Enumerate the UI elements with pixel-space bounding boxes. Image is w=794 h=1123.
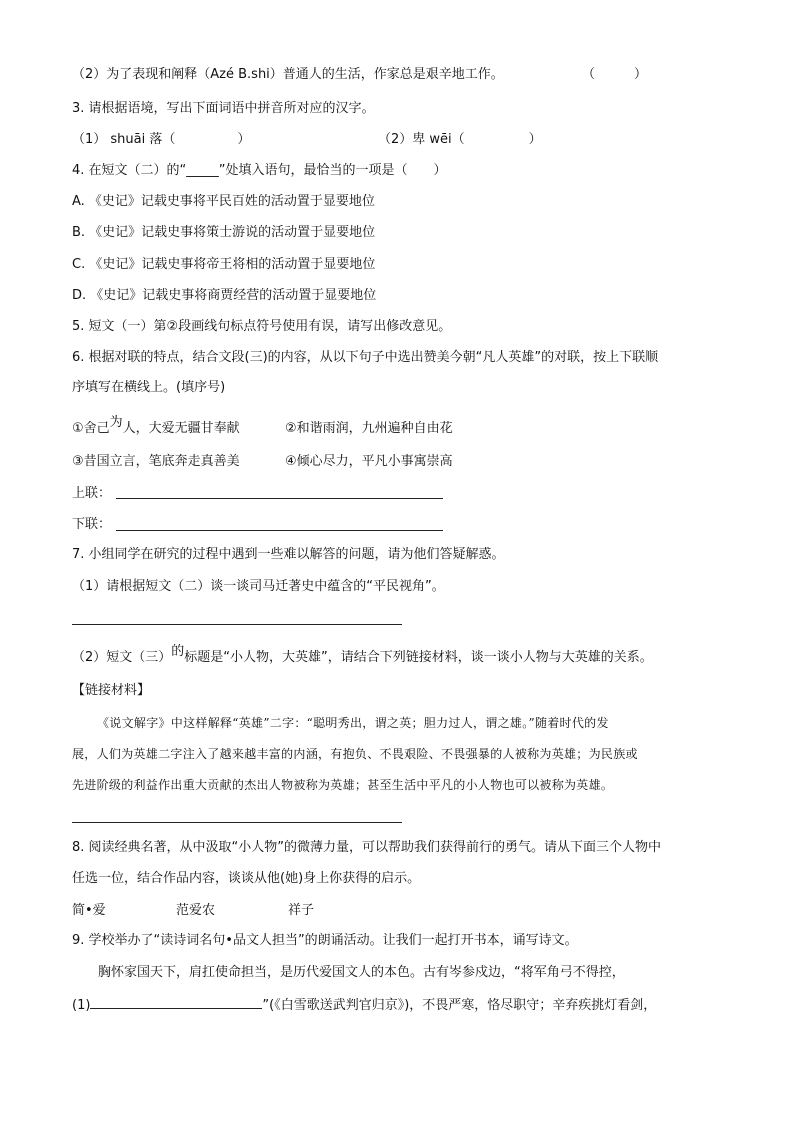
q9-blank1-answer-line[interactable] xyxy=(90,996,262,1009)
q7-link-line3: 先进阶级的利益作出重大贡献的杰出人物被称为英雄；甚至生活中平凡的小人物也可以被称为英雄。 xyxy=(72,778,614,792)
q9-para1: 胸怀家国天下，肩扛使命担当，是历代爱国文人的本色。古有岑参戍边，“将军角弓不得控， xyxy=(98,965,625,980)
q6-choice-1-raised-char: 为 xyxy=(109,415,123,430)
q7-link-line1: 《说文解字》中这样解释“英雄”二字：“聪明秀出，谓之英；胆力过人，谓之雄。”随着时代的发 xyxy=(97,716,609,730)
q6-stem-line2: 序填写在横线上。(填序号) xyxy=(72,380,226,395)
q3-item2 xyxy=(378,131,542,149)
q9-stem: 9. 学校举办了“读诗词名句•品文人担当”的朗诵活动。让我们一起打开书本，诵写诗文。 xyxy=(72,933,578,948)
q7-sub2-part1: （2）短文（三） xyxy=(72,650,172,665)
q2-item2-answer-paren[interactable]: （ ） xyxy=(582,67,648,82)
q9-para2-text: ”(《白雪歌送武判官归京》)，不畏严寒，恪尽职守；辛弃疾挑灯看剑， xyxy=(262,998,657,1013)
q6-choice-1-part1: ①舍己 xyxy=(72,421,110,436)
q6-upper-answer-line[interactable] xyxy=(116,498,443,499)
q3-item1-prefix: （1） shuāi 落（ xyxy=(72,132,176,147)
q6-choice-1-part2: 人，大爱无疆甘奉献 xyxy=(122,421,240,436)
q8-stem-line1: 8. 阅读经典名著，从中汲取“小人物”的微薄力量，可以帮助我们获得前行的勇气。请从下面三个人物中 xyxy=(72,840,662,855)
q3-item2-suffix: ） xyxy=(528,132,542,147)
q4-stem-prefix: 4. 在短文（二）的“ xyxy=(72,163,187,178)
q4-option-d[interactable]: D. 《史记》记载史事将商贾经营的活动置于显要地位 xyxy=(72,288,377,303)
q9-blank1-number: (1) xyxy=(72,998,91,1013)
q6-lower-answer-line[interactable] xyxy=(116,530,443,531)
q2-item2 xyxy=(72,66,504,84)
q7-sub2-raised-char: 的 xyxy=(171,644,185,659)
q8-stem-line2: 任选一位，结合作品内容，谈谈从他(她)身上你获得的启示。 xyxy=(72,871,421,886)
q6-choice-4: ④倾心尽力，平凡小事寓崇高 xyxy=(285,454,453,469)
q7-sub2-answer-line[interactable] xyxy=(72,822,402,823)
q4-stem-blank: _____ xyxy=(186,163,219,178)
q7-link-line2: 展，人们为英雄二字注入了越来越丰富的内涵，有抱负、不畏艰险、不畏强暴的人被称为英雄；为民族或 xyxy=(72,747,638,761)
q3-item1 xyxy=(72,131,250,149)
q6-upper-label: 上联： xyxy=(72,486,112,501)
q4-option-b[interactable]: B. 《史记》记载史事将策士游说的活动置于显要地位 xyxy=(72,225,376,240)
q6-stem-line1: 6. 根据对联的特点，结合文段(三)的内容，从以下句子中选出赞美今朝“凡人英雄”的对联，按上下联顺 xyxy=(72,350,659,365)
q8-name-jane-eyre[interactable]: 简•爱 xyxy=(72,903,106,918)
q8-name-fan-ainong[interactable]: 范爱农 xyxy=(176,903,216,918)
q6-choice-3: ③昔国立言，笔底奔走真善美 xyxy=(72,454,240,469)
q7-sub1: （1）请根据短文（二）谈一谈司马迁著史中蕴含的“平民视角”。 xyxy=(72,579,445,594)
q6-choice-1 xyxy=(72,415,240,438)
q4-option-c[interactable]: C. 《史记》记载史事将帝王将相的活动置于显要地位 xyxy=(72,257,376,272)
q3-item1-suffix: ） xyxy=(237,132,251,147)
q8-name-xiangzi[interactable]: 祥子 xyxy=(288,903,315,918)
q7-link-title: 【链接材料】 xyxy=(72,683,151,698)
q5-stem: 5. 短文（一）第②段画线句标点符号使用有误，请写出修改意见。 xyxy=(72,319,452,334)
q3-item2-prefix: （2）卑 wēi（ xyxy=(378,132,465,147)
q3-stem: 3. 请根据语境，写出下面词语中拼音所对应的汉字。 xyxy=(72,101,375,116)
q7-sub1-answer-line[interactable] xyxy=(72,624,402,625)
q2-item2-text: （2）为了表现和阐释（Azé B.shi）普通人的生活，作家总是艰辛地工作。 xyxy=(72,67,504,82)
q6-lower-label: 下联： xyxy=(72,517,112,532)
q7-sub2 xyxy=(72,644,653,667)
q7-stem: 7. 小组同学在研究的过程中遇到一些难以解答的问题，请为他们答疑解惑。 xyxy=(72,547,505,562)
q4-stem-suffix: ”处填入语句，最恰当的一项是（ ） xyxy=(218,163,447,178)
q4-stem xyxy=(72,162,447,180)
q9-para2 xyxy=(72,996,656,1015)
q7-sub2-part2: 标题是“小人物，大英雄”，请结合下列链接材料，谈一谈小人物与大英雄的关系。 xyxy=(184,650,653,665)
q6-choice-2: ②和谐雨润，九州遍种自由花 xyxy=(285,421,453,436)
q4-option-a[interactable]: A. 《史记》记载史事将平民百姓的活动置于显要地位 xyxy=(72,194,375,209)
